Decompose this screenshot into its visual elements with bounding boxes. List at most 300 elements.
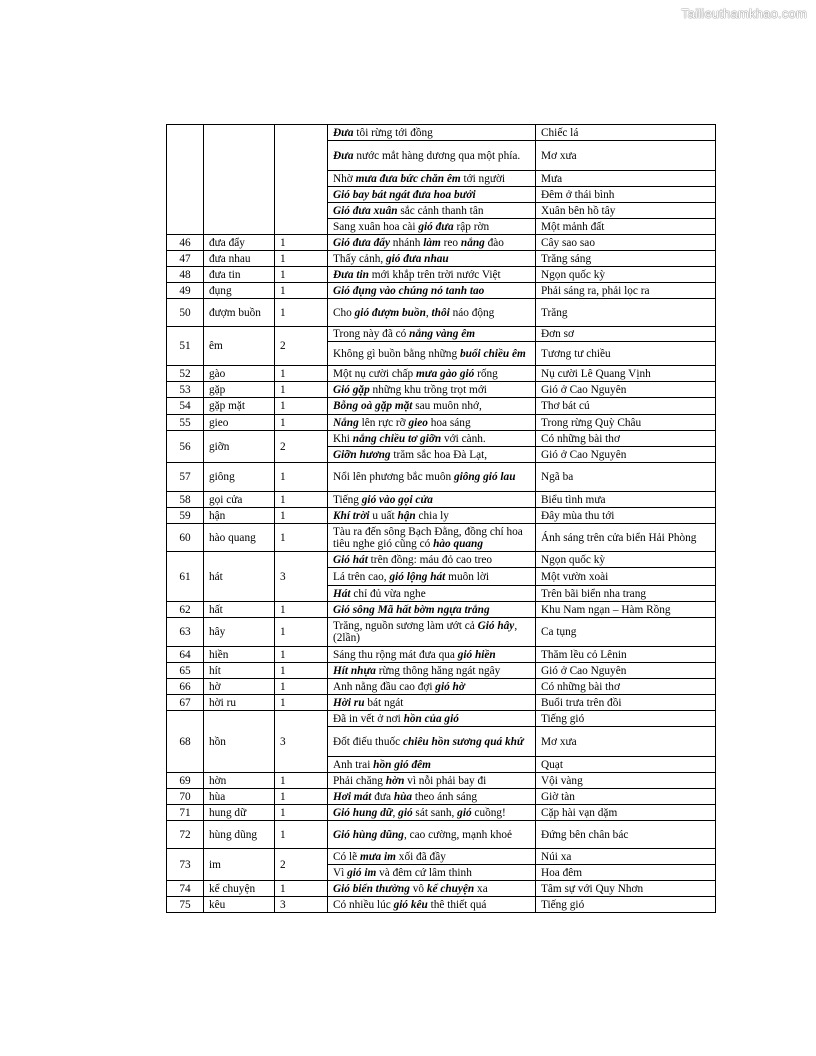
word-cell: hiền [204, 647, 275, 663]
table-row [167, 821, 716, 849]
verse-text: sau muôn nhớ, [412, 400, 482, 412]
source-cell: Hoa đêm [536, 865, 716, 881]
verse-cell [328, 552, 536, 568]
count-cell [275, 125, 328, 235]
verse-text: muôn lời [445, 570, 489, 583]
word-cell: giông [204, 463, 275, 492]
row-number: 60 [167, 524, 204, 552]
word-cell: gặp [204, 382, 275, 398]
verse-keyword: chiêu hồn sương quá khứ [402, 735, 524, 748]
verse-text: Thấy cảnh, [333, 252, 387, 265]
verse-keyword: gió đưa nhau [386, 252, 449, 265]
count-cell: 1 [275, 267, 328, 283]
verse-keyword: nắng vàng êm [409, 328, 476, 340]
table-row [167, 366, 716, 382]
verse-cell [328, 267, 536, 283]
verse-keyword: gió im [347, 866, 377, 879]
verse-text: nhánh [389, 236, 424, 249]
count-cell: 1 [275, 251, 328, 267]
verse-keyword: Gió hát [333, 553, 368, 566]
verse-cell [328, 219, 536, 235]
verse-text: trên đồng: máu đỏ cao treo [367, 553, 493, 566]
verse-keyword: hùa [393, 790, 413, 803]
verse-keyword: Gió hung dữ [333, 806, 393, 819]
count-cell: 1 [275, 235, 328, 251]
verse-text: Tàu ra đến sông Bạch Đằng, đồng chí hoa tiêu nghe gió cũng có [333, 525, 523, 550]
verse-keyword: Gió hùng dũng [333, 828, 404, 841]
verse-text: Khi [333, 432, 353, 445]
verse-cell [328, 849, 536, 865]
verse-text: Không gì buồn bằng những [333, 347, 460, 360]
verse-keyword: gió đượm buồn [354, 306, 426, 319]
verse-cell [328, 463, 536, 492]
row-number: 57 [167, 463, 204, 492]
count-cell: 1 [275, 524, 328, 552]
table-row [167, 695, 716, 711]
source-cell: Ngọn quốc kỳ [536, 267, 716, 283]
table-row [167, 327, 716, 342]
word-cell: hung dữ [204, 805, 275, 821]
word-cell: đưa tin [204, 267, 275, 283]
verse-keyword: Hát [333, 587, 351, 600]
source-cell: Đây mùa thu tới [536, 508, 716, 524]
count-cell: 1 [275, 773, 328, 789]
verse-text: Trong này đã có [333, 328, 410, 340]
verse-text: những khu trồng trọt mới [369, 383, 487, 396]
row-number: 49 [167, 283, 204, 299]
source-cell: Ánh sáng trên cửa biển Hải Phòng [536, 524, 716, 552]
verse-text: với cành. [441, 432, 486, 445]
verse-text: Nổi lên phương bắc muôn [333, 471, 454, 483]
verse-text: Đã in vết ở nơi [333, 712, 404, 725]
word-cell: kêu [204, 897, 275, 913]
verse-keyword: gió kêu [393, 898, 428, 911]
verse-keyword: làm [423, 236, 441, 249]
row-number: 63 [167, 618, 204, 647]
verse-keyword: nắng chiều tơ giỡn [352, 432, 442, 445]
row-number: 50 [167, 299, 204, 327]
source-cell: Có những bài thơ [536, 679, 716, 695]
row-number: 65 [167, 663, 204, 679]
count-cell: 3 [275, 897, 328, 913]
count-cell: 1 [275, 415, 328, 431]
word-cell: hời ru [204, 695, 275, 711]
verse-text: theo ánh sáng [412, 790, 477, 803]
word-cell: hờn [204, 773, 275, 789]
source-cell: Mơ xưa [536, 141, 716, 171]
count-cell: 1 [275, 618, 328, 647]
verse-keyword: gió lộng hát [389, 570, 446, 583]
verse-text: Đốt điếu thuốc [333, 735, 403, 748]
verse-text: Vì [333, 866, 348, 879]
source-cell: Một mảnh đất [536, 219, 716, 235]
row-number: 71 [167, 805, 204, 821]
verse-cell [328, 805, 536, 821]
source-cell: Biểu tình mưa [536, 492, 716, 508]
verse-keyword: gió hờ [435, 680, 465, 693]
verse-cell [328, 366, 536, 382]
verse-text: náo động [449, 306, 495, 319]
word-cell: êm [204, 327, 275, 366]
word-cell: đưa nhau [204, 251, 275, 267]
verse-cell [328, 492, 536, 508]
verse-cell [328, 283, 536, 299]
verse-keyword: Gió gặp [333, 383, 370, 396]
word-cell: gặp mặt [204, 398, 275, 415]
verse-text: Cho [333, 306, 355, 319]
verse-keyword: Gió đưa đẩy [333, 236, 390, 249]
verse-cell [328, 602, 536, 618]
count-cell: 1 [275, 602, 328, 618]
count-cell: 1 [275, 881, 328, 897]
word-cell: hờ [204, 679, 275, 695]
count-cell: 1 [275, 647, 328, 663]
row-number: 48 [167, 267, 204, 283]
source-cell: Nụ cười Lê Quang Vịnh [536, 366, 716, 382]
table-row [167, 463, 716, 492]
source-cell: Đêm ở thái bình [536, 187, 716, 203]
verse-cell [328, 235, 536, 251]
verse-text: tới người [460, 172, 506, 185]
verse-cell [328, 327, 536, 342]
count-cell: 3 [275, 711, 328, 773]
table-row [167, 267, 716, 283]
table-row [167, 398, 716, 415]
verse-keyword: kể chuyện [426, 882, 475, 895]
row-number: 52 [167, 366, 204, 382]
count-cell: 1 [275, 283, 328, 299]
table-row [167, 382, 716, 398]
verse-text: Nhờ [333, 172, 356, 185]
source-cell: Trăng sáng [536, 251, 716, 267]
verse-cell [328, 679, 536, 695]
row-number: 54 [167, 398, 204, 415]
verse-text: rập rờn [453, 220, 490, 233]
verse-cell [328, 865, 536, 881]
verse-keyword: Khí trời [333, 509, 370, 522]
verse-text: xa [474, 882, 488, 895]
source-cell: Buổi trưa trên đồi [536, 695, 716, 711]
verse-cell [328, 203, 536, 219]
verse-text: hoa sáng [427, 416, 471, 429]
verse-text: chia ly [415, 509, 449, 522]
verse-cell [328, 821, 536, 849]
verse-keyword: Gió bay bát ngát đưa hoa bưởi [333, 188, 476, 201]
source-cell: Quạt [536, 757, 716, 773]
verse-text: sát sanh, [412, 806, 458, 819]
count-cell: 1 [275, 805, 328, 821]
word-cell: hùng dũng [204, 821, 275, 849]
verse-cell [328, 618, 536, 647]
source-cell: Mưa [536, 171, 716, 187]
verse-text: Sáng thu rộng mát đưa qua [333, 648, 458, 661]
count-cell: 3 [275, 552, 328, 602]
verse-text: đưa [371, 790, 394, 803]
verse-keyword: mưa im [360, 850, 396, 863]
verse-text: , [392, 806, 399, 819]
source-cell: Vội vàng [536, 773, 716, 789]
verse-cell [328, 897, 536, 913]
verse-keyword: Gió biển thường [333, 882, 410, 895]
verse-text: đào [484, 236, 504, 249]
table-row [167, 897, 716, 913]
verse-text: trăm sắc hoa Đà Lạt, [390, 448, 488, 461]
verse-text: bát ngát [364, 696, 404, 709]
word-cell: im [204, 849, 275, 881]
verse-cell [328, 299, 536, 327]
verse-text: Có nhiều lúc [333, 898, 394, 911]
row-number: 66 [167, 679, 204, 695]
verse-keyword: thôi [431, 306, 450, 319]
verse-text: sắc cảnh thanh tân [397, 204, 484, 217]
verse-cell [328, 447, 536, 463]
verse-keyword: Đưa [333, 126, 354, 139]
source-cell: Ca tụng [536, 618, 716, 647]
source-cell: Có những bài thơ [536, 431, 716, 447]
row-number: 59 [167, 508, 204, 524]
verse-cell [328, 415, 536, 431]
verse-cell [328, 711, 536, 727]
verse-cell [328, 508, 536, 524]
source-cell: Núi xa [536, 849, 716, 865]
count-cell: 1 [275, 463, 328, 492]
row-number [167, 125, 204, 235]
verse-cell [328, 586, 536, 602]
source-cell: Cặp hài vạn dặm [536, 805, 716, 821]
source-cell: Xuân bên hồ tây [536, 203, 716, 219]
row-number: 73 [167, 849, 204, 881]
row-number: 62 [167, 602, 204, 618]
count-cell: 1 [275, 366, 328, 382]
verse-keyword: Gió đụng vào chúng nó tanh tao [333, 284, 485, 297]
word-cell: giỡn [204, 431, 275, 463]
verse-text: chỉ đủ vừa nghe [350, 587, 426, 600]
verse-text: thê thiết quá [427, 898, 487, 911]
row-number: 64 [167, 647, 204, 663]
verse-keyword: gió vào gọi cửa [361, 493, 433, 506]
source-cell: Ngã ba [536, 463, 716, 492]
row-number: 75 [167, 897, 204, 913]
table-row [167, 492, 716, 508]
word-cell: kể chuyện [204, 881, 275, 897]
count-cell: 1 [275, 299, 328, 327]
row-number: 51 [167, 327, 204, 366]
word-cell: hùa [204, 789, 275, 805]
source-cell: Gió ở Cao Nguyên [536, 382, 716, 398]
verse-keyword: gió hiền [457, 648, 496, 661]
verse-keyword: gieo [408, 416, 428, 429]
table-row [167, 663, 716, 679]
count-cell: 1 [275, 382, 328, 398]
table-row [167, 415, 716, 431]
table-row [167, 251, 716, 267]
count-cell: 1 [275, 695, 328, 711]
source-cell: Tương tư chiều [536, 342, 716, 366]
count-cell: 1 [275, 821, 328, 849]
verse-text: và đêm cứ lâm thinh [376, 866, 472, 879]
verse-text: , (2lần) [333, 620, 518, 644]
row-number: 61 [167, 552, 204, 602]
source-cell: Trăng [536, 299, 716, 327]
verse-text: , [425, 306, 432, 319]
verse-text: Anh trai [333, 758, 374, 771]
verse-keyword: Đưa [333, 149, 354, 162]
table-row [167, 773, 716, 789]
word-cell: hất [204, 602, 275, 618]
verse-keyword: mưa gào gió [416, 367, 475, 380]
word-cell: gào [204, 366, 275, 382]
verse-text: Sang xuân hoa cài [333, 220, 419, 233]
word-cell: hát [204, 552, 275, 602]
source-cell: Gió ở Cao Nguyên [536, 663, 716, 679]
verse-cell [328, 382, 536, 398]
source-cell: Chiếc lá [536, 125, 716, 141]
verse-text: lên rực rỡ [358, 416, 409, 429]
table-row [167, 881, 716, 897]
verse-keyword: hờn [385, 774, 405, 787]
word-cell: gieo [204, 415, 275, 431]
table-row [167, 618, 716, 647]
source-cell: Gió ở Cao Nguyên [536, 447, 716, 463]
verse-text: Phải chăng [333, 774, 386, 787]
verse-keyword: gió [398, 806, 413, 819]
verse-cell [328, 141, 536, 171]
verse-keyword: Gió hây [477, 620, 515, 632]
verse-text: vô [409, 882, 427, 895]
verse-cell [328, 431, 536, 447]
count-cell: 1 [275, 492, 328, 508]
table-row [167, 602, 716, 618]
word-cell: đụng [204, 283, 275, 299]
source-cell: Thơ bát cú [536, 398, 716, 415]
verse-keyword: gió đưa [418, 220, 454, 233]
verse-cell [328, 398, 536, 415]
verse-text: Tiếng [333, 493, 362, 506]
verse-cell [328, 568, 536, 586]
count-cell: 1 [275, 679, 328, 695]
verse-cell [328, 342, 536, 366]
count-cell: 1 [275, 508, 328, 524]
verse-text: vì nỗi phải bay đi [404, 774, 487, 787]
source-cell: Thăm lều cỏ Lênin [536, 647, 716, 663]
row-number: 68 [167, 711, 204, 773]
verse-cell [328, 663, 536, 679]
source-cell: Đứng bên chân bác [536, 821, 716, 849]
table-row [167, 508, 716, 524]
source-cell: Tâm sự với Quy Nhơn [536, 881, 716, 897]
verse-keyword: Gió đưa xuân [333, 204, 398, 217]
count-cell: 1 [275, 398, 328, 415]
source-cell: Mơ xưa [536, 727, 716, 757]
verse-text: tôi rừng tới đồng [353, 126, 433, 139]
table-row [167, 552, 716, 568]
verse-cell [328, 757, 536, 773]
count-cell: 1 [275, 663, 328, 679]
row-number: 46 [167, 235, 204, 251]
count-cell: 1 [275, 789, 328, 805]
verse-keyword: Đưa tin [333, 268, 369, 281]
word-cell: hận [204, 508, 275, 524]
verse-text: nước mắt hàng dương qua một phía. [353, 149, 521, 162]
verse-keyword: gió [457, 806, 472, 819]
verse-text: mới khắp trên trời nước Việt [368, 268, 501, 281]
verse-cell [328, 524, 536, 552]
verse-keyword: Gió sông Mã hất bờm ngựa trắng [333, 603, 490, 616]
count-cell: 2 [275, 431, 328, 463]
word-cell: gọi cửa [204, 492, 275, 508]
source-cell: Tiếng gió [536, 711, 716, 727]
verse-text: , cao cường, mạnh khoẻ [403, 828, 513, 841]
verse-text: Một nụ cười chấp [333, 367, 417, 380]
table-row [167, 789, 716, 805]
table-row [167, 524, 716, 552]
verse-keyword: Bỗng oà gặp mặt [333, 400, 413, 412]
verse-text: u uất [369, 509, 398, 522]
verse-text: rống [474, 367, 498, 380]
verse-keyword: hào quang [433, 537, 483, 550]
source-cell: Giờ tàn [536, 789, 716, 805]
table-row [167, 805, 716, 821]
verse-text: Trăng, nguồn sương làm ướt cả [333, 620, 478, 632]
row-number: 70 [167, 789, 204, 805]
source-cell: Ngọn quốc kỳ [536, 552, 716, 568]
verse-text: Lá trên cao, [333, 570, 390, 583]
verse-cell [328, 789, 536, 805]
row-number: 74 [167, 881, 204, 897]
verse-text: Có lẽ [333, 850, 360, 863]
source-cell: Trong rừng Quỳ Châu [536, 415, 716, 431]
row-number: 69 [167, 773, 204, 789]
verse-text: rừng thông hăng ngát ngây [375, 664, 501, 677]
verse-keyword: giông gió lau [453, 471, 516, 483]
verse-cell [328, 187, 536, 203]
verse-text: reo [440, 236, 461, 249]
table-row [167, 711, 716, 727]
table-row [167, 679, 716, 695]
table-row [167, 849, 716, 865]
verse-cell [328, 251, 536, 267]
table-row [167, 647, 716, 663]
verse-keyword: Hời ru [333, 696, 365, 709]
word-table-body [167, 125, 716, 913]
verse-keyword: hồn của gió [403, 712, 459, 725]
word-cell: đưa đẩy [204, 235, 275, 251]
verse-keyword: Giỡn hương [333, 448, 391, 461]
verse-keyword: mưa đưa bức chăn êm [355, 172, 461, 185]
word-cell: hít [204, 663, 275, 679]
source-cell: Phải sáng ra, phải lọc ra [536, 283, 716, 299]
word-cell: hây [204, 618, 275, 647]
row-number: 67 [167, 695, 204, 711]
verse-cell [328, 647, 536, 663]
source-cell: Khu Nam ngạn – Hàm Rồng [536, 602, 716, 618]
row-number: 53 [167, 382, 204, 398]
verse-cell [328, 881, 536, 897]
table-row [167, 235, 716, 251]
row-number: 56 [167, 431, 204, 463]
count-cell: 2 [275, 849, 328, 881]
verse-cell [328, 125, 536, 141]
verse-text: cuồng! [471, 806, 506, 819]
table-row [167, 299, 716, 327]
word-table [166, 124, 716, 913]
verse-cell [328, 773, 536, 789]
verse-keyword: nắng [460, 236, 485, 249]
row-number: 72 [167, 821, 204, 849]
verse-keyword: hồn gió đêm [373, 758, 431, 771]
verse-keyword: Hơi mát [333, 790, 372, 803]
word-cell: đượm buồn [204, 299, 275, 327]
